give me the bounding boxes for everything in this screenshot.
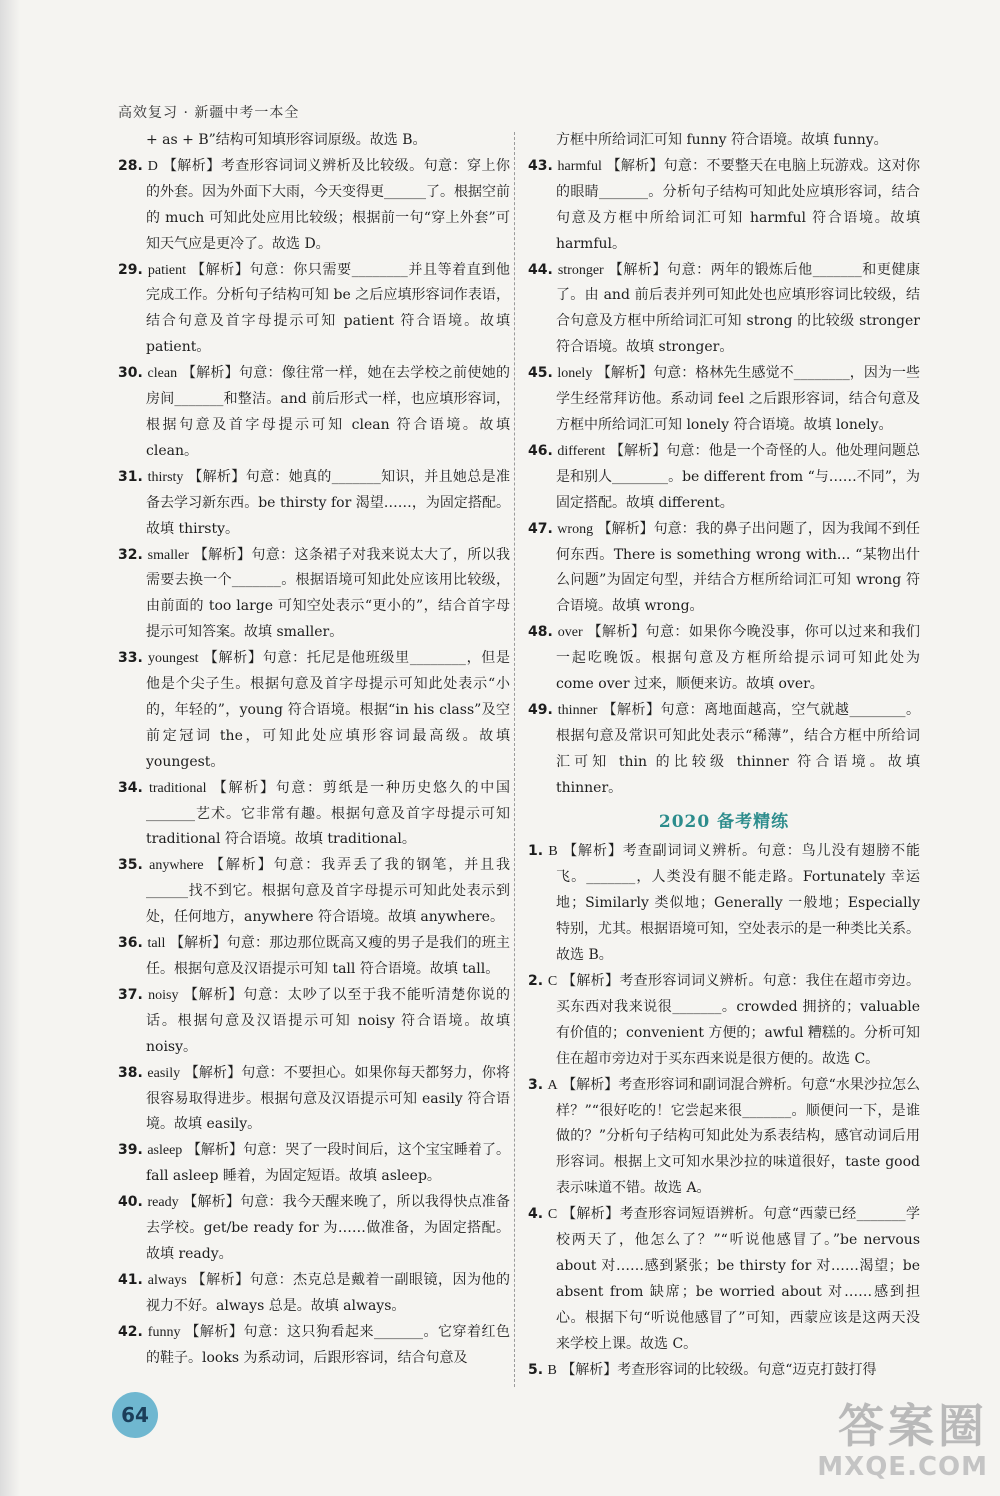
column-divider (514, 132, 515, 1387)
question-number: 49. (528, 701, 553, 718)
explanation-text: 【解析】考查副词词义辨析。句意：鸟儿没有翅膀不能飞。_______，人类没有腿不能走路。Fortunately 幸运地；Similarly 类似地；Generally 一般地；Especially 特别，尤其。根据语境可知，空处表示的是一种类比关系。故选 B。 (556, 843, 920, 964)
answer-entry (528, 1073, 920, 1203)
question-number: 33. (118, 650, 143, 667)
answer-key: stronger (557, 262, 604, 278)
answer-entry (118, 776, 510, 854)
explanation-text: 【解析】句意：杰克总是戴着一副眼镜，因为他的视力不好。always 总是。故填 always。 (146, 1271, 511, 1314)
answer-entry (118, 646, 510, 776)
question-number: 5. (528, 1361, 544, 1378)
answer-entry (118, 258, 510, 362)
explanation-text: 【解析】句意：他是一个奇怪的人。他处理问题总是和别人________。be different from “与……不同”，为固定搭配。故填 different。 (556, 442, 921, 511)
answer-key: traditional (149, 780, 207, 796)
answer-entry (118, 154, 510, 258)
answer-key: easily (147, 1065, 181, 1081)
question-number: 38. (118, 1064, 143, 1081)
answer-key: D (147, 158, 158, 174)
explanation-text: 【解析】句意：你只需要________并且等着直到他完成工作。分析句子结构可知 be 之后应填形容词作表语，结合句意及首字母提示可知 patient 符合语境。故填 patient。 (146, 261, 511, 356)
explanation-text: 【解析】考查形容词词义辨析及比较级。句意：穿上你的外套。因为外面下大雨，今天变得更______了。根据空前的 much 可知此处应用比较级；根据前一句“穿上外套”可知天气应是更冷了。故选 D。 (146, 157, 510, 252)
answer-entry (528, 839, 920, 969)
answer-entry (118, 128, 510, 154)
answer-entry (528, 361, 920, 439)
answer-entry (528, 258, 920, 362)
question-number: 35. (118, 857, 143, 874)
explanation-text: + as + B”结构可知填形容词原级。故选 B。 (146, 132, 427, 148)
explanation-text: 【解析】考查形容词短语辨析。句意“西蒙已经_______学校两天了，他怎么了？”“听说他感冒了。”be nervous about 对……感到紧张；be thirsty for 对……渴望；be absent from 缺席；be worried about 对……感到担心。根据下句“听说他感冒了”可知，西蒙应该是这两天没来学校上课。故选 C。 (556, 1206, 921, 1352)
answer-entry (118, 1061, 510, 1139)
question-number: 43. (528, 157, 553, 174)
answer-entry (528, 1202, 920, 1357)
answer-entry (118, 1268, 510, 1320)
running-header: 高效复习 · 新疆中考一本全 (118, 105, 300, 121)
answer-key: clean (147, 366, 178, 382)
question-number: 37. (118, 986, 143, 1003)
answer-key: youngest (148, 651, 199, 667)
explanation-text: 【解析】句意：剪纸是一种历史悠久的中国_______艺术。它非常有趣。根据句意及首字母提示可知 traditional 符合语境。故填 traditional。 (146, 779, 510, 848)
question-number: 45. (528, 365, 553, 382)
question-number: 28. (118, 157, 143, 174)
question-number: 46. (528, 442, 553, 459)
watermark-title: 答案圈 (838, 1399, 988, 1453)
answer-entry (528, 439, 920, 517)
explanation-text: 【解析】考查形容词的比较级。句意“迈克打鼓打得 (561, 1361, 877, 1378)
answer-entry (118, 853, 510, 931)
question-number: 48. (528, 624, 553, 641)
explanation-text: 【解析】句意：这条裙子对我来说太大了，所以我需要去换一个_______。根据语境可知此处应该用比较级，由前面的 too large 可知空处表示“更小的”，结合首字母提示可知答案。故填 smaller。 (146, 546, 511, 641)
question-number: 30. (118, 365, 143, 382)
answer-key: C (547, 974, 558, 989)
question-number: 29. (118, 261, 143, 278)
question-number: 32. (118, 546, 143, 563)
answer-key: smaller (147, 547, 189, 563)
answer-key: thinner (557, 702, 598, 718)
answer-entry (118, 1138, 510, 1190)
answer-entry (528, 128, 920, 154)
answer-entry (528, 620, 920, 698)
explanation-text: 【解析】句意：不要担心。如果你每天都努力，你将很容易取得进步。根据句意及汉语提示可知 easily 符合语境。故填 easily。 (146, 1064, 511, 1133)
answer-entry (118, 983, 510, 1061)
question-number: 3. (528, 1076, 544, 1093)
answer-key: ready (147, 1195, 179, 1211)
question-number: 4. (528, 1206, 544, 1223)
right-column (528, 128, 920, 1384)
answer-key: patient (147, 262, 186, 278)
book-spine-shadow (0, 0, 20, 1496)
answer-key: different (557, 443, 606, 459)
answer-key: asleep (147, 1143, 183, 1159)
answer-key: thirsty (147, 469, 184, 485)
question-number: 1. (528, 843, 544, 860)
watermark-url: MXQE.COM (817, 1452, 988, 1482)
section-title: 2020 备考精练 (658, 811, 790, 832)
explanation-text: 【解析】句意：哭了一段时间后，这个宝宝睡着了。fall asleep 睡着，为固定短语。故填 asleep。 (146, 1142, 511, 1185)
explanation-text: 方框中所给词汇可知 funny 符合语境。故填 funny。 (556, 132, 888, 148)
explanation-text: 【解析】句意：那边那位既高又瘦的男子是我们的班主任。根据句意及汉语提示可知 tall 符合语境。故填 tall。 (146, 935, 511, 977)
explanation-text: 【解析】句意：我弄丢了我的钢笔，并且我______找不到它。根据句意及首字母提示可知此处表示到处，任何地方，anywhere 符合语境。故填 anywhere。 (146, 857, 510, 926)
answer-key: A (547, 1077, 558, 1093)
question-number: 44. (528, 261, 553, 278)
watermark-logo (788, 1400, 988, 1490)
explanation-text: 【解析】句意：格林先生感觉不________，因为一些学生经常拜访他。系动词 feel 之后跟形容词，结合句意及方框中所给词汇可知 lonely 符合语境。故填 lonely。 (556, 365, 921, 433)
explanation-text: 【解析】句意：像往常一样，她在去学校之前使她的房间_______和整洁。and 前后形式一样，也应填形容词，根据句意及首字母提示可知 clean 符合语境。故填 clean。 (146, 365, 510, 459)
question-number: 40. (118, 1194, 143, 1211)
answer-entry (118, 543, 510, 647)
explanation-text: 【解析】句意：她真的_______知识，并且她总是准备去学习新东西。be thirsty for 渴望……，为固定搭配。故填 thirsty。 (146, 468, 511, 537)
answer-key: funny (147, 1324, 181, 1340)
explanation-text: 【解析】句意：这只狗看起来_______。它穿着红色的鞋子。looks 为系动词，后跟形容词，结合句意及 (146, 1323, 511, 1366)
answer-key: B (548, 844, 558, 860)
question-number: 2. (528, 973, 544, 989)
answer-key: C (547, 1207, 558, 1223)
explanation-text: 【解析】句意：如果你今晚没事，你可以过来和我们一起吃晚饭。根据句意及方框所给提示词可知此处为 come over 过来，顺便来访。故填 over。 (556, 624, 921, 693)
answer-entry (118, 1320, 510, 1372)
answer-entry (118, 361, 510, 465)
answer-key: noisy (148, 987, 179, 1003)
answer-entry (528, 1358, 920, 1384)
question-number: 41. (118, 1271, 143, 1288)
question-number: 34. (118, 779, 143, 796)
answer-entry (528, 698, 920, 802)
answer-entry (118, 465, 510, 543)
explanation-text: 【解析】句意：两年的锻炼后他_______和更健康了。由 and 前后表并列可知此处也应填形容词比较级，结合句意及方框中所给词汇可知 strong 的比较级 stronger 符合语境。故填 stronger。 (556, 261, 921, 356)
page-number: 64 (112, 1392, 158, 1438)
question-number: 39. (118, 1142, 143, 1159)
answer-entry (528, 969, 920, 1073)
explanation-text: 【解析】考查形容词和副词混合辨析。句意“水果沙拉怎么样？”“很好吃的！它尝起来很_______。顺便问一下，是谁做的？”分析句子结构可知此处为系表结构，感官动词后用形容词。根据上文可知水果沙拉的味道很好，taste good 表示味道不错。故选 A。 (556, 1076, 921, 1197)
answer-entry (118, 931, 510, 983)
answer-entry (528, 154, 920, 258)
answer-entry (118, 1190, 510, 1268)
explanation-text: 【解析】句意：不要整天在电脑上玩游戏。这对你的眼睛_______。分析句子结构可知此处应填形容词，结合句意及方框中所给词汇可知 harmful 符合语境。故填 harmful。 (556, 157, 921, 252)
answer-key: harmful (557, 158, 602, 174)
answer-key: always (147, 1272, 187, 1288)
answer-key: B (547, 1362, 557, 1378)
answer-key: wrong (557, 521, 594, 537)
answer-key: over (557, 625, 583, 641)
question-number: 31. (118, 468, 143, 485)
question-number: 42. (118, 1323, 143, 1340)
explanation-text: 【解析】句意：我今天醒来晚了，所以我得快点准备去学校。get/be ready for 为……做准备，为固定搭配。故填 ready。 (146, 1194, 511, 1262)
explanation-text: 【解析】考查形容词词义辨析。句意：我住在超市旁边。买东西对我来说很_______。crowded 拥挤的；valuable 有价值的；convenient 方便的；awful 糟糕的。分析可知住在超市旁边对于买东西来说是很方便的。故选 C。 (556, 973, 921, 1067)
explanation-text: 【解析】句意：托尼是他班级里________，但是他是个尖子生。根据句意及首字母提示可知此处表示“小的，年轻的”，young 符合语境。根据“in his class”及空前定冠词 the，可知此处应填形容词最高级。故填 youngest。 (146, 650, 511, 770)
explanation-text: 【解析】句意：离地面越高，空气就越________。根据句意及常识可知此处表示“稀薄”，结合方框中所给词汇可知 thin 的比较级 thinner 符合语境。故填 thinner。 (556, 701, 920, 796)
answer-key: tall (147, 936, 166, 952)
question-number: 36. (118, 935, 143, 952)
answer-key: lonely (557, 366, 593, 382)
question-number: 47. (528, 520, 553, 537)
explanation-text: 【解析】句意：太吵了以至于我不能听清楚你说的话。根据句意及汉语提示可知 noisy 符合语境。故填 noisy。 (146, 986, 511, 1055)
answer-key: anywhere (149, 858, 204, 874)
left-column (118, 128, 510, 1372)
answer-entry (528, 517, 920, 621)
explanation-text: 【解析】句意：我的鼻子出问题了，因为我闻不到任何东西。There is something wrong with... “某物出什么问题”为固定句型，并结合方框所给词汇可知 wrong 符合语境。故填 wrong。 (556, 520, 921, 615)
